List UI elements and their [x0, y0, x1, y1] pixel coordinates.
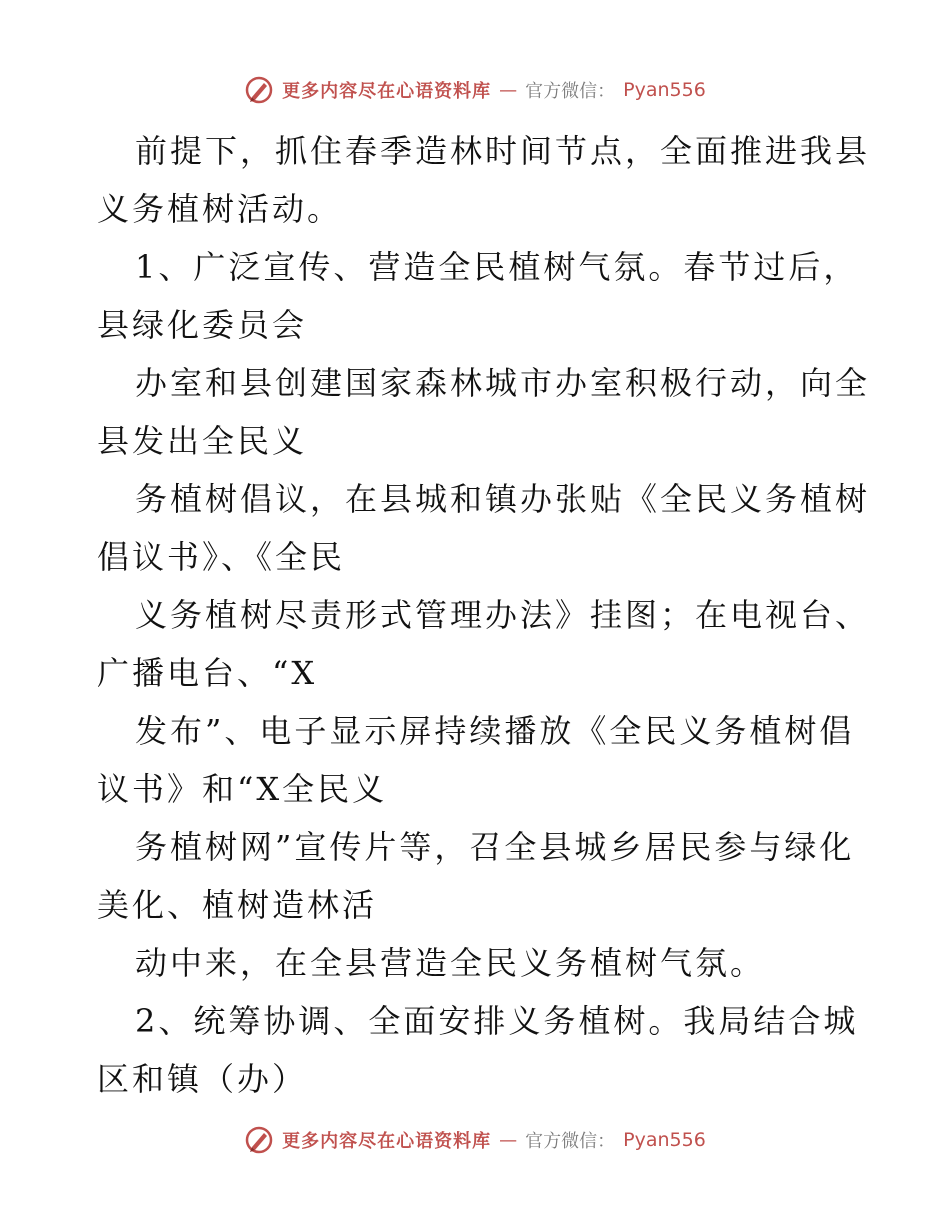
watermark-text: 更多内容尽在心语资料库: [282, 1131, 492, 1152]
watermark-official-label: 官方微信：: [525, 81, 616, 102]
watermark-wechat-id: Pyan556: [623, 1129, 706, 1151]
text-line: 县发出全民义: [97, 422, 308, 460]
text-line: 区和镇（办）: [97, 1060, 308, 1098]
text-line: 务植树倡议，在县城和镇办张贴《全民义务植树: [135, 480, 871, 518]
text-line: 县绿化委员会: [97, 306, 308, 344]
watermark-text: 更多内容尽在心语资料库: [282, 81, 492, 102]
watermark-official-label: 官方微信：: [525, 1131, 616, 1152]
text-line: 动中来，在全县营造全民义务植树气氛。: [135, 944, 766, 982]
text-line: 倡议书》、《全民: [97, 538, 346, 576]
footer-watermark: [0, 1120, 950, 1160]
text-line: 义务植树活动。: [97, 190, 343, 228]
text-line: 议书》和“X全民义: [97, 770, 388, 808]
header-watermark: [0, 70, 950, 110]
text-line: 务植树网”宣传片等，召全县城乡居民参与绿化: [135, 828, 855, 866]
watermark-dash: —: [499, 79, 518, 101]
pen-logo-icon: [244, 75, 274, 105]
text-line: 1、广泛宣传、营造全民植树气氛。春节过后，: [135, 248, 859, 286]
text-line: 办室和县创建国家森林城市办室积极行动，向全: [135, 364, 871, 402]
text-line: 美化、植树造林活: [97, 886, 378, 924]
document-body: [97, 122, 871, 1108]
text-line: 2、统筹协调、全面安排义务植树。我局结合城: [135, 1002, 859, 1040]
pen-logo-icon: [244, 1125, 274, 1155]
text-line: 前提下，抓住春季造林时间节点，全面推进我县: [135, 132, 871, 170]
text-line: 广播电台、“X: [97, 654, 318, 692]
text-line: 义务植树尽责形式管理办法》挂图；在电视台、: [135, 596, 871, 634]
watermark-dash: —: [499, 1129, 518, 1151]
text-line: 发布”、电子显示屏持续播放《全民义务植树倡: [135, 712, 855, 750]
watermark-wechat-id: Pyan556: [623, 79, 706, 101]
